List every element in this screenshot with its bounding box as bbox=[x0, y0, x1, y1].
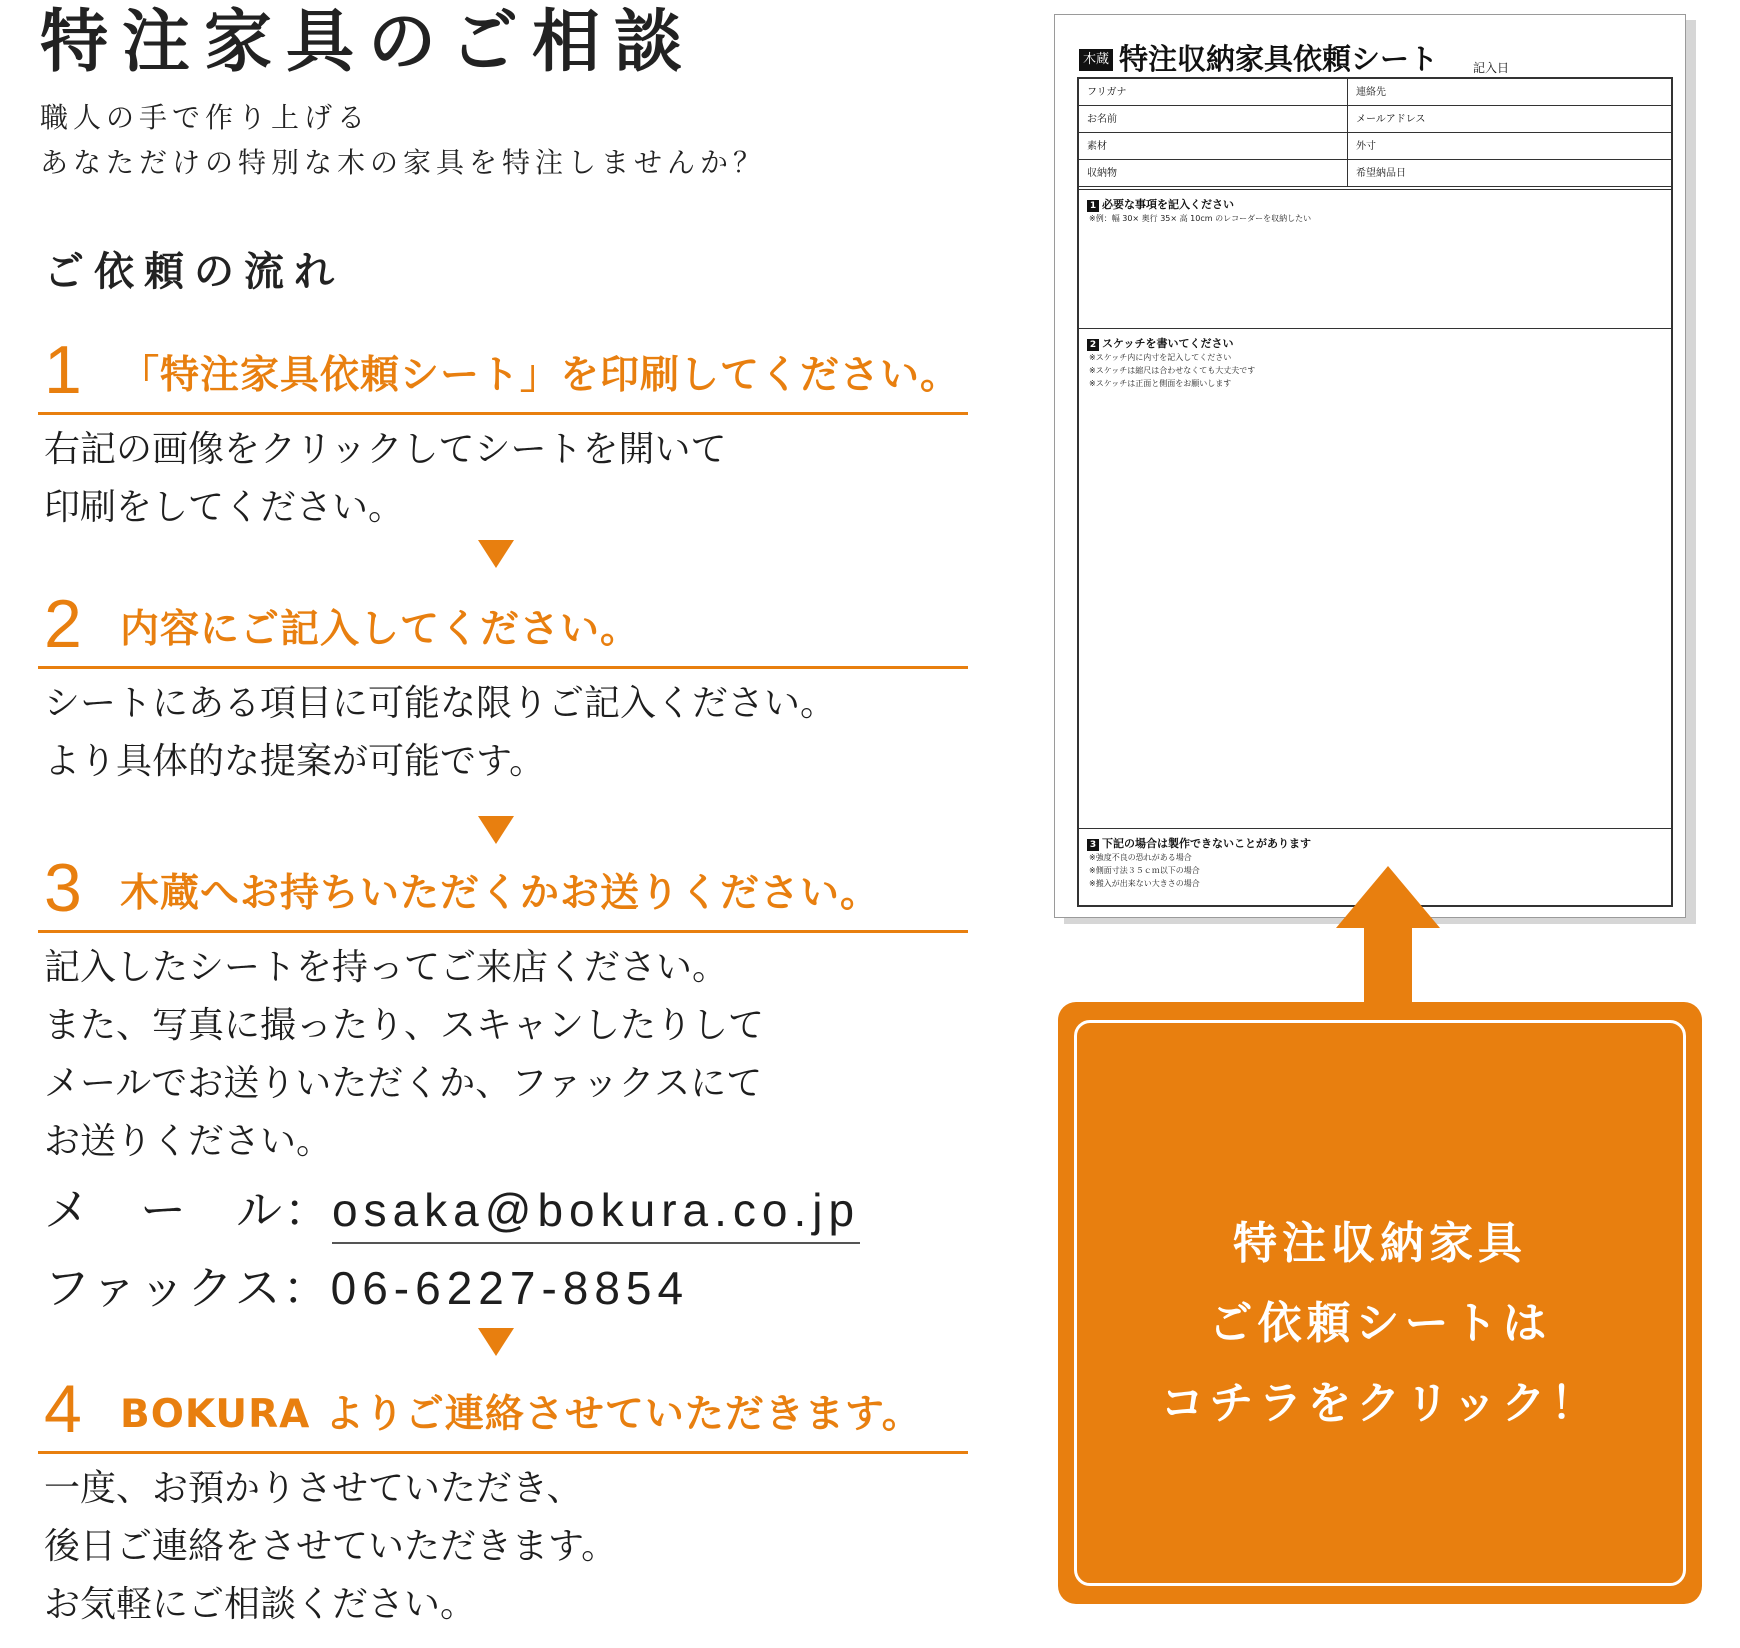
triangle-down-icon bbox=[478, 816, 514, 844]
sheet-note: ※スケッチは縮尺は合わせなくても大丈夫です bbox=[1089, 366, 1256, 375]
step-2 bbox=[38, 588, 968, 791]
email-label: メ ー ル： bbox=[44, 1183, 332, 1237]
cta-line: 特注収納家具 bbox=[1233, 1218, 1527, 1269]
sheet-note: ※スケッチ内に内寸を記入してください bbox=[1089, 353, 1232, 362]
step-body-line: より具体的な提案が可能です。 bbox=[44, 741, 546, 782]
step-header bbox=[38, 1373, 968, 1454]
step-number: 4 bbox=[44, 1371, 82, 1447]
triangle-down-icon bbox=[478, 1328, 514, 1356]
sheet-field-label: 収納物 bbox=[1079, 160, 1347, 187]
sheet-date-label: 記入日 bbox=[1473, 61, 1510, 75]
arrow-up-icon bbox=[1336, 866, 1440, 1006]
sheet-form bbox=[1077, 77, 1673, 907]
sheet-section-title bbox=[1087, 196, 1663, 212]
step-body bbox=[38, 1460, 968, 1634]
sheet-field-label: フリガナ bbox=[1079, 79, 1347, 106]
step-body-line: メールでお送りいただくか、ファックスにて bbox=[44, 1063, 763, 1104]
sheet-field-label: メールアドレス bbox=[1348, 106, 1671, 133]
sheet-field-label: お名前 bbox=[1079, 106, 1347, 133]
step-3 bbox=[38, 852, 968, 1171]
step-body-line: 一度、お預かりさせていただき、 bbox=[44, 1468, 583, 1509]
step-1 bbox=[38, 334, 968, 537]
section-title-text: 必要な事項を記入ください bbox=[1102, 198, 1234, 211]
step-header bbox=[38, 334, 968, 415]
step-number: 1 bbox=[44, 332, 82, 408]
sheet-title: 特注収納家具依頼シート bbox=[1119, 42, 1439, 76]
sheet-header bbox=[1077, 33, 1669, 79]
sheet-field-label: 希望納品日 bbox=[1348, 160, 1671, 187]
email-row bbox=[44, 1180, 860, 1244]
step-body-line: 印刷をしてください。 bbox=[44, 487, 405, 528]
sheet-fields-right bbox=[1348, 79, 1671, 187]
sheet-fields-left bbox=[1079, 79, 1348, 187]
step-title: BOKURA よりご連絡させていただきます。 bbox=[120, 1392, 922, 1437]
section-number: 2 bbox=[1087, 339, 1099, 351]
sheet-note: ※例：幅 30× 奥行 35× 高 10cm のレコーダーを収納したい bbox=[1089, 214, 1312, 223]
fax-label: ファックス： bbox=[44, 1261, 331, 1315]
sheet-section-1 bbox=[1079, 189, 1671, 329]
fax-row bbox=[44, 1258, 689, 1318]
intro-line-1: 職人の手で作り上げる bbox=[40, 101, 371, 134]
section-number: 1 bbox=[1087, 200, 1099, 212]
section-number: 3 bbox=[1087, 839, 1099, 851]
sheet-field-label: 素材 bbox=[1079, 133, 1347, 160]
section-title-text: スケッチを書いてください bbox=[1102, 337, 1234, 350]
step-body-line: お送りください。 bbox=[44, 1121, 333, 1162]
fax-number: 06-6227-8854 bbox=[330, 1262, 690, 1314]
step-body bbox=[38, 939, 968, 1171]
sheet-note: ※スケッチは正面と側面をお願いします bbox=[1089, 379, 1232, 388]
step-4 bbox=[38, 1373, 968, 1634]
sheet-field-label: 外寸 bbox=[1348, 133, 1671, 160]
step-body-line: 右記の画像をクリックしてシートを開いて bbox=[44, 429, 727, 470]
cta-line: ご依頼シートは bbox=[1208, 1298, 1552, 1349]
sheet-section-title bbox=[1087, 335, 1663, 351]
sheet-note: ※搬入が出来ない大きさの場合 bbox=[1089, 879, 1200, 888]
step-header bbox=[38, 852, 968, 933]
step-number: 3 bbox=[44, 850, 82, 926]
sheet-field-label: 連絡先 bbox=[1348, 79, 1671, 106]
step-number: 2 bbox=[44, 586, 82, 662]
section-title-text: 下記の場合は製作できないことがあります bbox=[1102, 837, 1311, 850]
triangle-down-icon bbox=[478, 540, 514, 568]
intro-line-2: あなただけの特別な木の家具を特注しませんか？ bbox=[40, 146, 767, 179]
sheet-note: ※強度不良の恐れがある場合 bbox=[1089, 853, 1192, 862]
step-body bbox=[38, 675, 968, 791]
step-body-line: シートにある項目に可能な限りご記入ください。 bbox=[44, 683, 837, 724]
step-body-line: 記入したシートを持ってご来店ください。 bbox=[44, 947, 729, 988]
request-sheet-preview[interactable] bbox=[1054, 14, 1686, 918]
cta-line: コチラをクリック！ bbox=[1160, 1378, 1600, 1429]
step-body-line: また、写真に撮ったり、スキャンしたりして bbox=[44, 1005, 765, 1046]
sheet-section-2 bbox=[1079, 329, 1671, 829]
sheet-section-title bbox=[1087, 835, 1663, 851]
request-sheet-button[interactable] bbox=[1058, 1002, 1702, 1604]
step-title: 「特注家具依頼シート」を印刷してください。 bbox=[120, 353, 961, 398]
email-link[interactable]: osaka@bokura.co.jp bbox=[332, 1180, 860, 1244]
flow-heading: ご依頼の流れ bbox=[44, 249, 344, 295]
step-title: 内容にご記入してください。 bbox=[120, 607, 641, 652]
step-body-line: 後日ご連絡をさせていただきます。 bbox=[44, 1526, 618, 1567]
page-title: 特注家具のご相談 bbox=[40, 3, 697, 82]
step-body bbox=[38, 421, 968, 537]
step-header bbox=[38, 588, 968, 669]
logo: 木蔵 bbox=[1079, 49, 1113, 71]
sheet-note: ※側面寸法３５ｃｍ以下の場合 bbox=[1089, 866, 1200, 875]
step-title: 木蔵へお持ちいただくかお送りください。 bbox=[120, 871, 881, 916]
step-body-line: お気軽にご相談ください。 bbox=[44, 1584, 477, 1625]
